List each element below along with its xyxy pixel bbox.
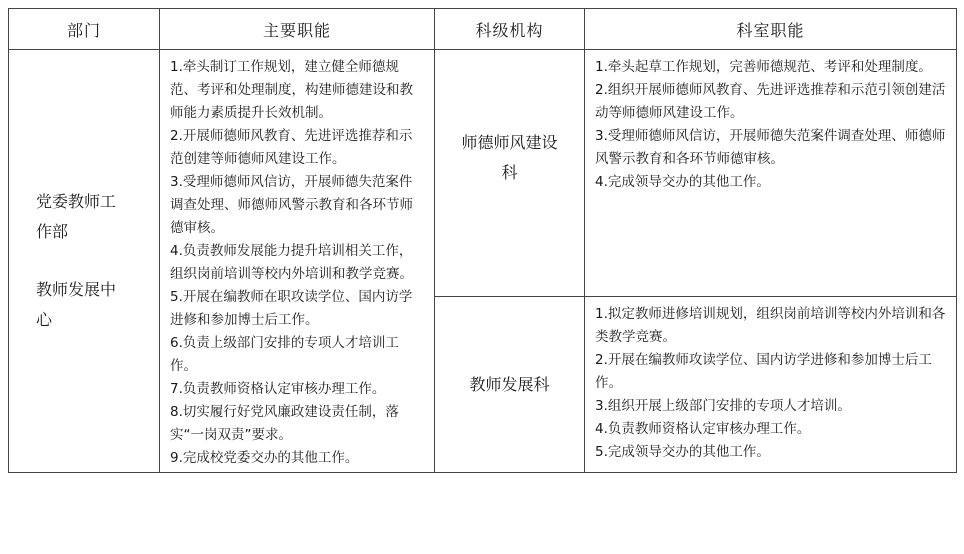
department-name-line-2: 作部 xyxy=(36,222,69,241)
main-duty-item: 9.完成校党委交办的其他工作。 xyxy=(170,450,359,466)
section-duty-item: 5.完成领导交办的其他工作。 xyxy=(595,444,770,460)
section-name-development-label: 教师发展科 xyxy=(469,374,550,394)
table-header-row xyxy=(9,9,957,50)
main-duty-item: 4.负责教师发展能力提升培训相关工作，组织岗前培训等校内外培训和教学竞赛。 xyxy=(170,243,413,282)
section-duty-item: 4.完成领导交办的其他工作。 xyxy=(595,174,770,190)
section-duty-item: 2.开展在编教师攻读学位、国内访学进修和参加博士后工作。 xyxy=(595,352,932,391)
main-duty-item: 3.受理师德师风信访，开展师德失范案件调查处理、师德师风警示教育和各环节师德审核。 xyxy=(170,174,413,236)
section-duty-item: 1.牵头起草工作规划，完善师德规范、考评和处理制度。 xyxy=(595,59,932,75)
header-main-duties: 主要职能 xyxy=(160,9,435,50)
department-spacer xyxy=(9,247,159,275)
section-duty-item: 3.组织开展上级部门安排的专项人才培训。 xyxy=(595,398,851,414)
center-name-line-1: 教师发展中 xyxy=(36,280,117,299)
main-duty-item: 2.开展师德师风教育、先进评选推荐和示范创建等师德师风建设工作。 xyxy=(170,128,413,167)
section-duty-item: 4.负责教师资格认定审核办理工作。 xyxy=(595,421,811,437)
section-duty-item: 3.受理师德师风信访，开展师德失范案件调查处理、师德师风警示教育和各环节师德审核。 xyxy=(595,128,946,167)
main-duties-cell xyxy=(160,50,435,473)
section-name-ethics-label: 师德师风建设科 xyxy=(461,133,558,182)
main-duty-item: 5.开展在编教师在职攻读学位、国内访学进修和参加博士后工作。 xyxy=(170,289,413,328)
main-duty-item: 1.牵头制订工作规划，建立健全师德规范、考评和处理制度，构建师德建设和教师能力素质提升长效机制。 xyxy=(170,59,413,121)
section-duties-ethics xyxy=(585,50,957,297)
header-section-duties: 科室职能 xyxy=(585,9,957,50)
main-duty-item: 7.负责教师资格认定审核办理工作。 xyxy=(170,381,386,397)
main-duty-item: 8.切实履行好党风廉政建设责任制，落实“一岗双责”要求。 xyxy=(170,404,399,443)
section-duty-item: 2.组织开展师德师风教育、先进评选推荐和示范引领创建活动等师德师风建设工作。 xyxy=(595,82,946,121)
section-duties-development xyxy=(585,297,957,473)
table-row xyxy=(9,50,957,297)
department-duties-table xyxy=(8,8,957,473)
center-name-line-2: 心 xyxy=(36,310,53,329)
main-duty-item: 6.负责上级部门安排的专项人才培训工作。 xyxy=(170,335,399,374)
section-name-ethics xyxy=(435,50,585,297)
department-name-line-1: 党委教师工 xyxy=(36,192,117,211)
section-name-development xyxy=(435,297,585,473)
header-department: 部门 xyxy=(9,9,160,50)
section-duty-item: 1.拟定教师进修培训规划，组织岗前培训等校内外培训和各类教学竞赛。 xyxy=(595,306,946,345)
duties-table-wrapper xyxy=(8,8,957,473)
header-section-org: 科级机构 xyxy=(435,9,585,50)
department-cell xyxy=(9,50,160,473)
